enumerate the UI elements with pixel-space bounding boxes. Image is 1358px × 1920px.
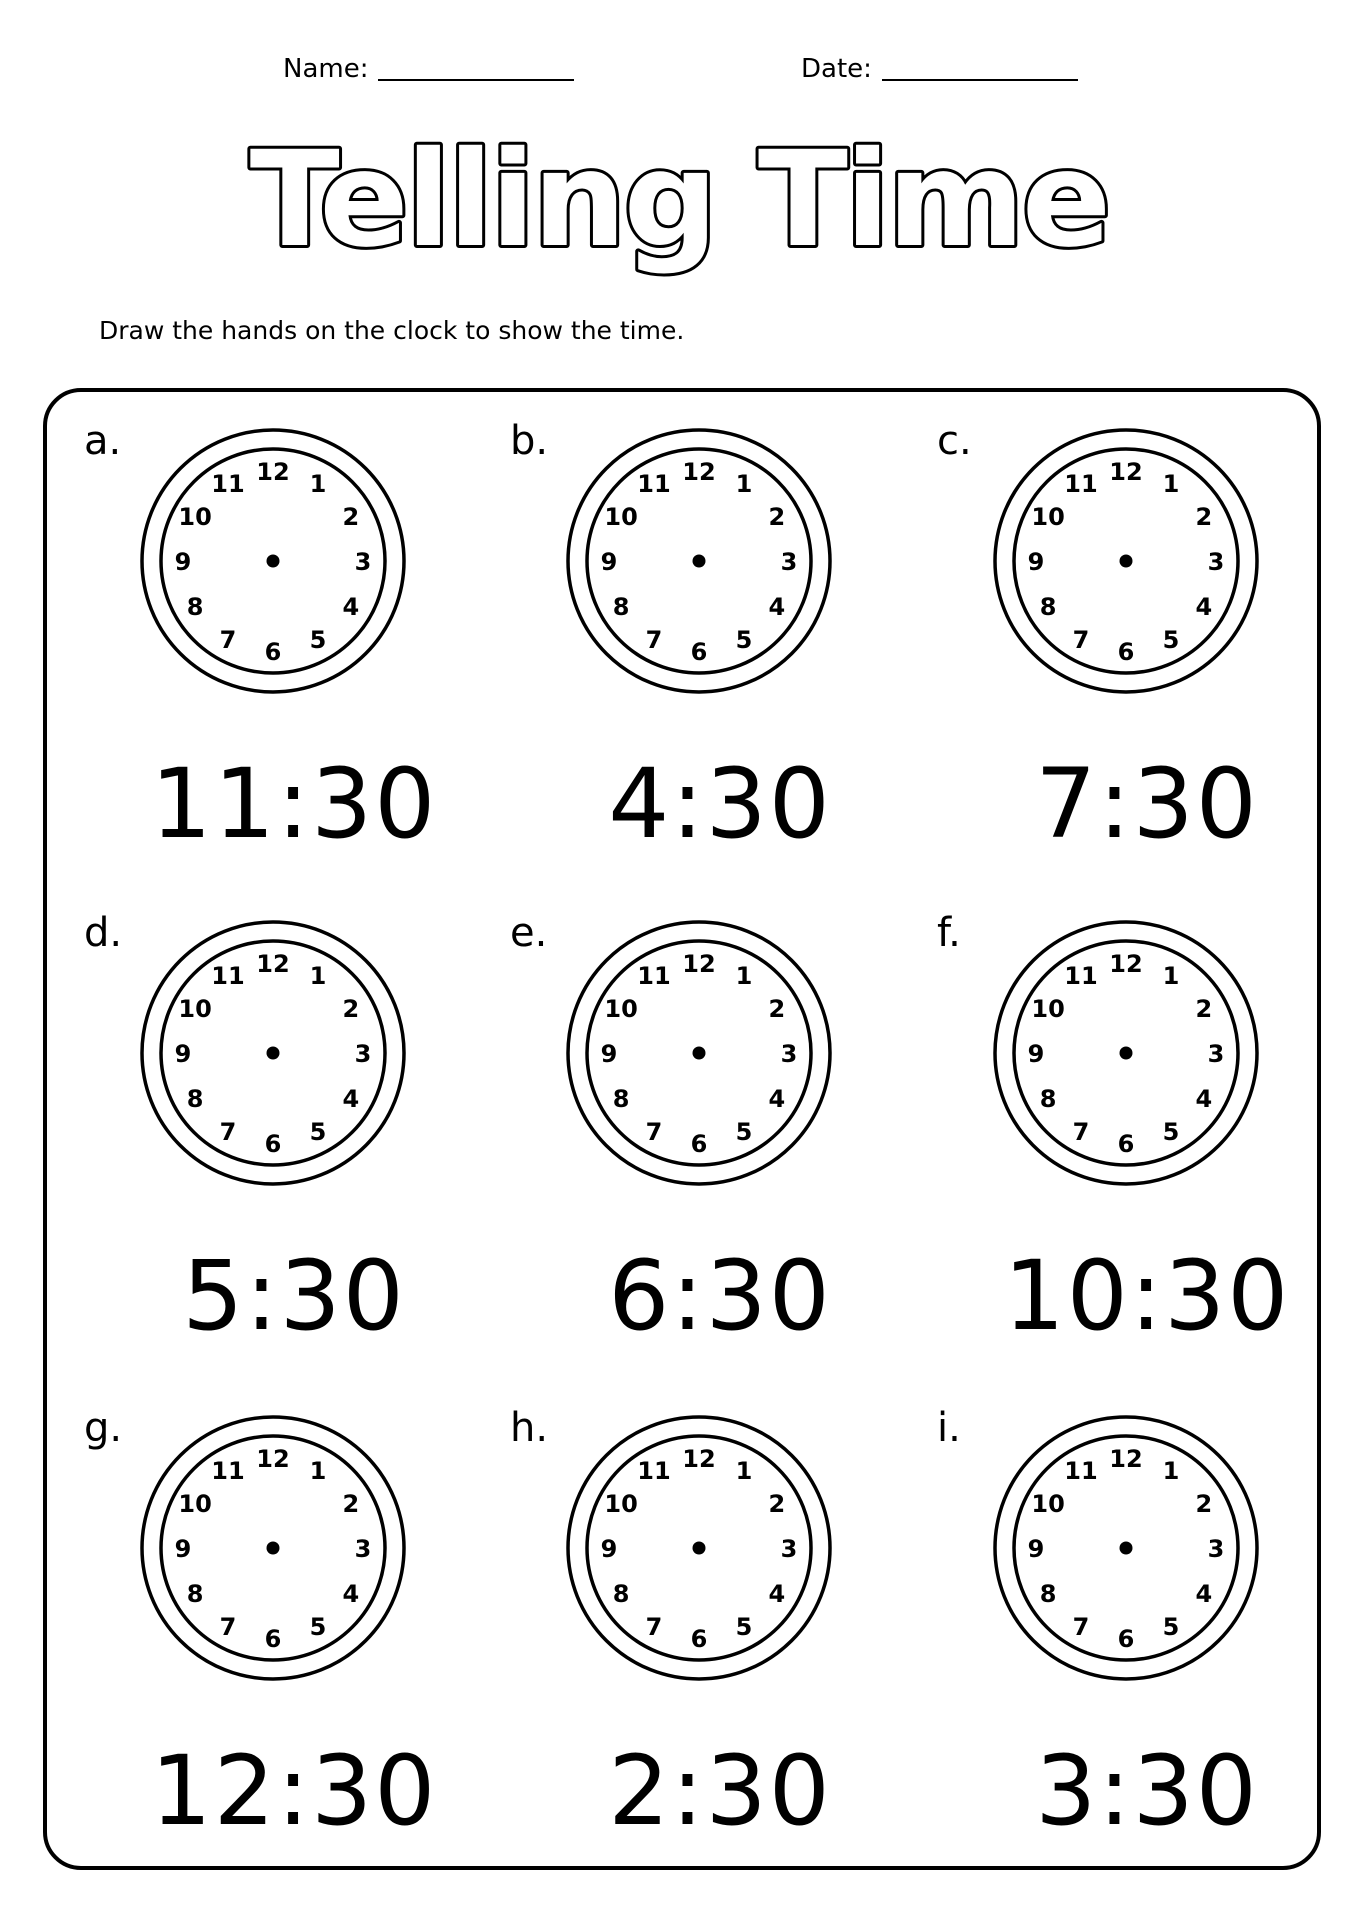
- clock-numeral: 11: [637, 1457, 671, 1486]
- clock-center-dot: [267, 1047, 280, 1060]
- clock-numeral: 10: [178, 1490, 212, 1518]
- clock-numeral: 10: [1031, 503, 1065, 531]
- clock-face[interactable]: [991, 426, 1261, 696]
- clock-item: [84, 1405, 504, 1855]
- clock-numeral: 4: [342, 1085, 360, 1113]
- clock-numeral: 10: [604, 995, 638, 1023]
- clock-letter: e.: [510, 910, 548, 956]
- clock-time-label: 10:30: [1003, 1240, 1291, 1352]
- clock-numeral: 1: [309, 470, 327, 499]
- clock-numeral: 2: [342, 1490, 360, 1518]
- clock-numeral: 5: [309, 1117, 327, 1146]
- clock-numeral: 8: [1039, 1085, 1057, 1113]
- clock-numeral: 2: [342, 995, 360, 1023]
- clock-time-label: 4:30: [608, 748, 832, 860]
- clock-item: [84, 910, 504, 1360]
- clock-numeral: 8: [186, 593, 204, 621]
- clock-numeral: 5: [735, 1117, 753, 1146]
- clock-numeral: 12: [682, 458, 716, 486]
- clock-numeral: 11: [637, 962, 671, 991]
- clock-numeral: 7: [1072, 625, 1090, 654]
- clock-numeral: 12: [682, 950, 716, 978]
- clock-numeral: 7: [219, 1117, 237, 1146]
- clock-numeral: 10: [178, 503, 212, 531]
- clock-numeral: 4: [1195, 593, 1213, 621]
- clock-letter: a.: [84, 418, 122, 464]
- clock-numeral: 3: [780, 1535, 798, 1563]
- clock-numeral: 4: [1195, 1580, 1213, 1608]
- clock-numeral: 2: [768, 503, 786, 531]
- clock-item: [937, 910, 1357, 1360]
- clock-letter: b.: [510, 418, 549, 464]
- clock-letter: f.: [937, 910, 961, 956]
- clock-center-dot: [267, 1542, 280, 1555]
- name-label: Name:: [283, 54, 369, 84]
- clock-numeral: 11: [637, 470, 671, 499]
- clock-numeral: 5: [1162, 1612, 1180, 1641]
- clock-numeral: 6: [264, 638, 282, 666]
- clock-numeral: 5: [309, 625, 327, 654]
- clock-item: [937, 418, 1357, 868]
- clock-numeral: 11: [211, 962, 245, 991]
- clock-numeral: 12: [256, 950, 290, 978]
- clock-numeral: 8: [612, 593, 630, 621]
- clock-center-dot: [693, 1542, 706, 1555]
- clock-center-dot: [1120, 1542, 1133, 1555]
- clock-numeral: 3: [1207, 1040, 1225, 1068]
- clock-numeral: 6: [1117, 1625, 1135, 1653]
- clock-center-dot: [267, 555, 280, 568]
- clock-numeral: 12: [256, 458, 290, 486]
- clock-numeral: 9: [1027, 548, 1045, 576]
- clock-numeral: 2: [768, 995, 786, 1023]
- clock-numeral: 7: [645, 1612, 663, 1641]
- clock-numeral: 10: [604, 503, 638, 531]
- date-field[interactable]: [801, 54, 1078, 84]
- clock-numeral: 8: [612, 1085, 630, 1113]
- clock-numeral: 6: [1117, 638, 1135, 666]
- clock-numeral: 1: [309, 1457, 327, 1486]
- clock-numeral: 6: [690, 638, 708, 666]
- clock-numeral: 11: [211, 1457, 245, 1486]
- clock-time-label: 3:30: [1035, 1735, 1259, 1847]
- clock-time-label: 6:30: [608, 1240, 832, 1352]
- clock-numeral: 1: [1162, 962, 1180, 991]
- clock-numeral: 8: [612, 1580, 630, 1608]
- clock-numeral: 9: [174, 1535, 192, 1563]
- clock-numeral: 6: [264, 1130, 282, 1158]
- clock-numeral: 3: [780, 548, 798, 576]
- clock-letter: c.: [937, 418, 972, 464]
- clock-letter: h.: [510, 1405, 549, 1451]
- clock-numeral: 3: [354, 548, 372, 576]
- clock-item: [84, 418, 504, 868]
- clock-letter: d.: [84, 910, 123, 956]
- clock-numeral: 10: [1031, 995, 1065, 1023]
- clock-numeral: 12: [682, 1445, 716, 1473]
- clock-numeral: 2: [342, 503, 360, 531]
- clock-numeral: 4: [768, 593, 786, 621]
- clock-numeral: 3: [1207, 548, 1225, 576]
- clock-numeral: 3: [780, 1040, 798, 1068]
- clock-item: [510, 418, 930, 868]
- clock-numeral: 10: [604, 1490, 638, 1518]
- clock-center-dot: [693, 555, 706, 568]
- clock-numeral: 5: [1162, 625, 1180, 654]
- clock-numeral: 12: [1109, 950, 1143, 978]
- clock-numeral: 7: [219, 625, 237, 654]
- name-field[interactable]: [283, 54, 574, 84]
- clock-face[interactable]: [138, 1413, 408, 1683]
- clock-numeral: 2: [768, 1490, 786, 1518]
- clock-numeral: 6: [690, 1130, 708, 1158]
- clock-numeral: 2: [1195, 503, 1213, 531]
- page-title-text: Telling Time: [249, 123, 1109, 277]
- clock-face[interactable]: [564, 918, 834, 1188]
- clock-numeral: 5: [309, 1612, 327, 1641]
- clock-numeral: 2: [1195, 995, 1213, 1023]
- clock-numeral: 1: [735, 962, 753, 991]
- clock-numeral: 9: [600, 1040, 618, 1068]
- clock-face[interactable]: [564, 426, 834, 696]
- name-blank-line[interactable]: [378, 79, 574, 81]
- clock-numeral: 9: [174, 1040, 192, 1068]
- clock-numeral: 11: [1064, 470, 1098, 499]
- clock-numeral: 4: [342, 1580, 360, 1608]
- clock-numeral: 10: [1031, 1490, 1065, 1518]
- clock-numeral: 6: [690, 1625, 708, 1653]
- clock-item: [510, 910, 930, 1360]
- clock-numeral: 4: [768, 1580, 786, 1608]
- clock-numeral: 6: [1117, 1130, 1135, 1158]
- clock-numeral: 4: [342, 593, 360, 621]
- clock-numeral: 9: [600, 1535, 618, 1563]
- clock-time-label: 12:30: [150, 1735, 438, 1847]
- clock-center-dot: [693, 1047, 706, 1060]
- clock-letter: g.: [84, 1405, 123, 1451]
- clock-numeral: 4: [768, 1085, 786, 1113]
- page-title: [0, 110, 1358, 310]
- clock-numeral: 11: [1064, 1457, 1098, 1486]
- clock-time-label: 2:30: [608, 1735, 832, 1847]
- clock-numeral: 12: [1109, 458, 1143, 486]
- clock-center-dot: [1120, 1047, 1133, 1060]
- clock-numeral: 11: [211, 470, 245, 499]
- clock-face[interactable]: [991, 1413, 1261, 1683]
- clock-item: [937, 1405, 1357, 1855]
- clock-time-label: 7:30: [1035, 748, 1259, 860]
- clock-numeral: 2: [1195, 1490, 1213, 1518]
- clock-numeral: 8: [1039, 593, 1057, 621]
- clock-numeral: 7: [1072, 1612, 1090, 1641]
- clock-numeral: 4: [1195, 1085, 1213, 1113]
- clock-numeral: 8: [186, 1580, 204, 1608]
- clock-numeral: 7: [1072, 1117, 1090, 1146]
- clock-numeral: 9: [600, 548, 618, 576]
- clock-numeral: 3: [1207, 1535, 1225, 1563]
- clock-numeral: 1: [309, 962, 327, 991]
- clock-time-label: 5:30: [182, 1240, 406, 1352]
- clock-numeral: 5: [735, 625, 753, 654]
- clock-item: [510, 1405, 930, 1855]
- clock-numeral: 7: [219, 1612, 237, 1641]
- clock-numeral: 9: [174, 548, 192, 576]
- clock-numeral: 3: [354, 1535, 372, 1563]
- clock-center-dot: [1120, 555, 1133, 568]
- clock-face[interactable]: [138, 426, 408, 696]
- clock-numeral: 9: [1027, 1535, 1045, 1563]
- date-blank-line[interactable]: [882, 79, 1078, 81]
- clock-numeral: 7: [645, 625, 663, 654]
- clock-numeral: 10: [178, 995, 212, 1023]
- clock-numeral: 5: [1162, 1117, 1180, 1146]
- clock-face[interactable]: [991, 918, 1261, 1188]
- clock-face[interactable]: [564, 1413, 834, 1683]
- clock-numeral: 9: [1027, 1040, 1045, 1068]
- clock-numeral: 11: [1064, 962, 1098, 991]
- instructions: Draw the hands on the clock to show the time.: [99, 316, 685, 345]
- clock-letter: i.: [937, 1405, 961, 1451]
- clock-numeral: 1: [1162, 1457, 1180, 1486]
- clock-numeral: 12: [1109, 1445, 1143, 1473]
- clock-numeral: 1: [735, 470, 753, 499]
- clock-time-label: 11:30: [150, 748, 438, 860]
- clock-numeral: 1: [1162, 470, 1180, 499]
- clock-numeral: 7: [645, 1117, 663, 1146]
- clock-numeral: 1: [735, 1457, 753, 1486]
- clock-numeral: 12: [256, 1445, 290, 1473]
- clock-face[interactable]: [138, 918, 408, 1188]
- clock-numeral: 3: [354, 1040, 372, 1068]
- clock-numeral: 8: [186, 1085, 204, 1113]
- clock-numeral: 6: [264, 1625, 282, 1653]
- clock-numeral: 5: [735, 1612, 753, 1641]
- date-label: Date:: [801, 54, 872, 84]
- clock-numeral: 8: [1039, 1580, 1057, 1608]
